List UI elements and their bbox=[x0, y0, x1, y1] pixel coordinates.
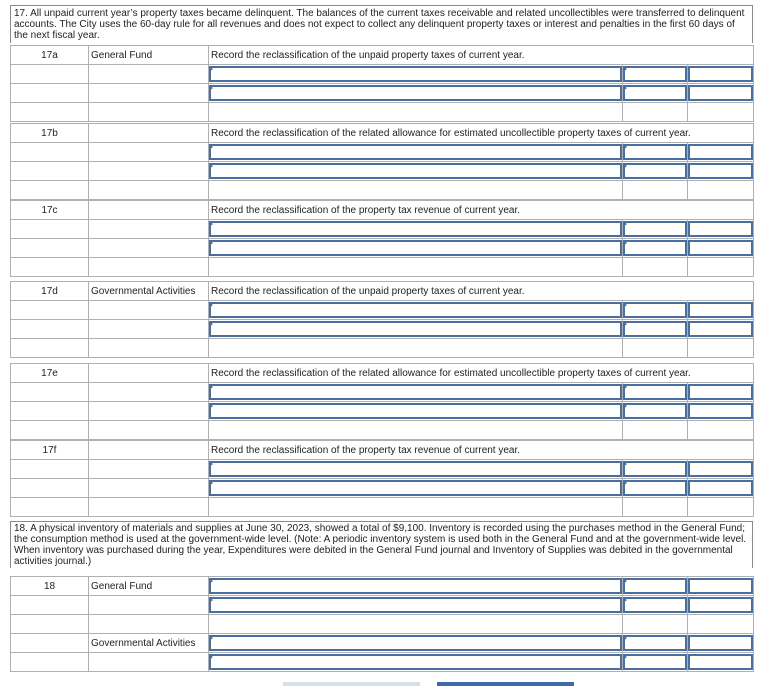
dropdown-arrow-icon[interactable] bbox=[209, 321, 213, 327]
journal-input-cell[interactable] bbox=[688, 460, 754, 479]
journal-input-field[interactable] bbox=[209, 597, 622, 613]
journal-input-field[interactable] bbox=[688, 403, 753, 419]
journal-entry-row bbox=[11, 220, 754, 239]
dropdown-arrow-icon[interactable] bbox=[209, 461, 213, 467]
journal-input-field[interactable] bbox=[623, 654, 687, 670]
journal-header-row bbox=[11, 201, 754, 220]
fund-label bbox=[89, 364, 209, 383]
journal-input-field[interactable] bbox=[209, 480, 622, 496]
journal-input-cell[interactable] bbox=[623, 460, 688, 479]
dropdown-arrow-icon[interactable] bbox=[623, 654, 627, 660]
fund-label: Governmental Activities bbox=[89, 634, 209, 653]
dropdown-arrow-icon[interactable] bbox=[209, 66, 213, 72]
entry-instruction: Record the reclassification of the unpaid property taxes of current year. bbox=[209, 282, 754, 301]
fund-label: General Fund bbox=[89, 46, 209, 65]
journal-input-field[interactable] bbox=[688, 635, 753, 651]
journal-input-field[interactable] bbox=[623, 144, 687, 160]
entry-number: 17b bbox=[11, 124, 89, 143]
entry-instruction: Record the reclassification of the unpaid property taxes of current year. bbox=[209, 46, 754, 65]
dropdown-arrow-icon[interactable] bbox=[623, 85, 627, 91]
journal-input-field[interactable] bbox=[209, 163, 622, 179]
journal-input-cell[interactable] bbox=[688, 653, 754, 672]
journal-input-field[interactable] bbox=[623, 66, 687, 82]
journal-input-cell[interactable] bbox=[688, 596, 754, 615]
journal-input-cell[interactable] bbox=[623, 653, 688, 672]
dropdown-arrow-icon[interactable] bbox=[209, 221, 213, 227]
journal-input-cell[interactable] bbox=[688, 383, 754, 402]
journal-input-cell[interactable] bbox=[623, 301, 688, 320]
journal-blank-row bbox=[11, 103, 754, 122]
journal-input-field[interactable] bbox=[209, 403, 622, 419]
journal-input-cell[interactable] bbox=[688, 301, 754, 320]
dropdown-arrow-icon[interactable] bbox=[623, 461, 627, 467]
journal-input-field[interactable] bbox=[688, 461, 753, 477]
journal-blank-row bbox=[11, 498, 754, 517]
journal-input-cell[interactable] bbox=[623, 479, 688, 498]
journal-input-cell[interactable] bbox=[209, 301, 623, 320]
journal-input-field[interactable] bbox=[688, 221, 753, 237]
journal-input-field[interactable] bbox=[209, 66, 622, 82]
problem-17-text: 17. All unpaid current year’s property taxes became delinquent. The balances of the current taxes receivable and related uncollectibles were transferred to delinquent accounts. The City uses the 60-day rule for all revenues and does not expect to collect any delinquent property taxes or interest and penalties in the first 60 days of the next fiscal year. bbox=[10, 5, 753, 43]
journal-entry-row bbox=[11, 239, 754, 258]
journal-input-field[interactable] bbox=[623, 321, 687, 337]
journal-input-cell[interactable] bbox=[688, 577, 754, 596]
journal-input-cell[interactable] bbox=[623, 162, 688, 181]
journal-input-field[interactable] bbox=[623, 302, 687, 318]
dropdown-arrow-icon[interactable] bbox=[623, 635, 627, 641]
journal-input-field[interactable] bbox=[209, 85, 622, 101]
journal-input-field[interactable] bbox=[688, 597, 753, 613]
journal-group-17b bbox=[10, 123, 754, 200]
journal-input-cell[interactable] bbox=[623, 596, 688, 615]
journal-input-field[interactable] bbox=[209, 302, 622, 318]
journal-blank-row bbox=[11, 615, 754, 634]
journal-input-field[interactable] bbox=[688, 85, 753, 101]
journal-header-row bbox=[11, 441, 754, 460]
journal-input-cell[interactable] bbox=[209, 162, 623, 181]
journal-input-field[interactable] bbox=[623, 85, 687, 101]
journal-input-field[interactable] bbox=[623, 597, 687, 613]
journal-group-17a bbox=[10, 45, 754, 122]
journal-entry-row bbox=[11, 65, 754, 84]
dropdown-arrow-icon[interactable] bbox=[623, 163, 627, 169]
journal-input-cell[interactable] bbox=[623, 320, 688, 339]
journal-entry-row bbox=[11, 84, 754, 103]
dropdown-arrow-icon[interactable] bbox=[209, 654, 213, 660]
journal-input-cell[interactable] bbox=[688, 239, 754, 258]
dropdown-arrow-icon[interactable] bbox=[209, 403, 213, 409]
journal-blank-row bbox=[11, 258, 754, 277]
journal-entry-row bbox=[11, 383, 754, 402]
journal-input-field[interactable] bbox=[209, 635, 622, 651]
journal-input-field[interactable] bbox=[209, 321, 622, 337]
journal-input-cell[interactable] bbox=[623, 65, 688, 84]
journal-input-cell[interactable] bbox=[688, 220, 754, 239]
journal-entry-row bbox=[11, 479, 754, 498]
journal-input-cell[interactable] bbox=[623, 220, 688, 239]
journal-input-field[interactable] bbox=[623, 221, 687, 237]
journal-group-18 bbox=[10, 576, 754, 672]
fund-label: Governmental Activities bbox=[89, 282, 209, 301]
journal-input-cell[interactable] bbox=[209, 239, 623, 258]
entry-number: 18 bbox=[11, 577, 89, 596]
dropdown-arrow-icon[interactable] bbox=[623, 240, 627, 246]
journal-input-cell[interactable] bbox=[688, 479, 754, 498]
journal-input-field[interactable] bbox=[623, 163, 687, 179]
journal-input-field[interactable] bbox=[209, 240, 622, 256]
journal-input-cell[interactable] bbox=[209, 383, 623, 402]
journal-input-field[interactable] bbox=[623, 403, 687, 419]
dropdown-arrow-icon[interactable] bbox=[623, 480, 627, 486]
journal-entry-row bbox=[11, 301, 754, 320]
journal-input-cell[interactable] bbox=[688, 84, 754, 103]
journal-input-cell[interactable] bbox=[209, 596, 623, 615]
journal-input-cell[interactable] bbox=[209, 460, 623, 479]
journal-header-row bbox=[11, 364, 754, 383]
journal-input-cell[interactable] bbox=[623, 634, 688, 653]
journal-entry-row bbox=[11, 460, 754, 479]
entry-number: 17d bbox=[11, 282, 89, 301]
dropdown-arrow-icon[interactable] bbox=[623, 144, 627, 150]
journal-input-cell[interactable] bbox=[209, 65, 623, 84]
journal-input-field[interactable] bbox=[688, 163, 753, 179]
journal-input-cell[interactable] bbox=[209, 320, 623, 339]
journal-input-cell[interactable] bbox=[209, 402, 623, 421]
dropdown-arrow-icon[interactable] bbox=[623, 384, 627, 390]
dropdown-arrow-icon[interactable] bbox=[209, 384, 213, 390]
dropdown-arrow-icon[interactable] bbox=[209, 240, 213, 246]
journal-input-cell[interactable] bbox=[623, 402, 688, 421]
fund-label: General Fund bbox=[89, 577, 209, 596]
journal-input-field[interactable] bbox=[623, 480, 687, 496]
journal-input-field[interactable] bbox=[688, 321, 753, 337]
dropdown-arrow-icon[interactable] bbox=[209, 85, 213, 91]
dropdown-arrow-icon[interactable] bbox=[623, 302, 627, 308]
journal-group-17d bbox=[10, 281, 754, 358]
entry-instruction: Record the reclassification of the property tax revenue of current year. bbox=[209, 201, 754, 220]
journal-input-field[interactable] bbox=[209, 654, 622, 670]
journal-input-field[interactable] bbox=[623, 384, 687, 400]
journal-input-field[interactable] bbox=[688, 144, 753, 160]
journal-input-field[interactable] bbox=[623, 240, 687, 256]
dropdown-arrow-icon[interactable] bbox=[209, 302, 213, 308]
journal-header-row bbox=[11, 282, 754, 301]
entry-number: 17f bbox=[11, 441, 89, 460]
journal-input-field[interactable] bbox=[209, 578, 622, 594]
dropdown-arrow-icon[interactable] bbox=[623, 66, 627, 72]
entry-instruction: Record the reclassification of the property tax revenue of current year. bbox=[209, 441, 754, 460]
journal-input-field[interactable] bbox=[688, 654, 753, 670]
journal-entry-row bbox=[11, 162, 754, 181]
journal-input-cell[interactable] bbox=[209, 84, 623, 103]
dropdown-arrow-icon[interactable] bbox=[209, 578, 213, 584]
journal-header-row bbox=[11, 124, 754, 143]
journal-blank-row bbox=[11, 339, 754, 358]
journal-blank-row bbox=[11, 181, 754, 200]
problem-18-text: 18. A physical inventory of materials and supplies at June 30, 2023, showed a total of $9,100. Inventory is recorded using the purchases method in the General Fund; the consumption method is used at the government-wide level. (Note: A periodic inventory system is used both in the General Fund and at the government-wide level. When inventory was purchased during the year, Expenditures were debited in the General Fund journal and Inventory of Supplies was debited in the governmental activities journal.) bbox=[10, 521, 753, 568]
journal-blank-row bbox=[11, 421, 754, 440]
entry-instruction: Record the reclassification of the related allowance for estimated uncollectible property taxes of current year. bbox=[209, 364, 754, 383]
dropdown-arrow-icon[interactable] bbox=[209, 480, 213, 486]
journal-input-cell[interactable] bbox=[623, 239, 688, 258]
entry-number: 17a bbox=[11, 46, 89, 65]
fund-label bbox=[89, 441, 209, 460]
journal-input-field[interactable] bbox=[688, 578, 753, 594]
journal-input-cell[interactable] bbox=[688, 634, 754, 653]
journal-input-cell[interactable] bbox=[623, 143, 688, 162]
dropdown-arrow-icon[interactable] bbox=[623, 321, 627, 327]
dropdown-arrow-icon[interactable] bbox=[623, 597, 627, 603]
journal-input-cell[interactable] bbox=[209, 220, 623, 239]
journal-entry-row bbox=[11, 596, 754, 615]
journal-entry-row bbox=[11, 402, 754, 421]
journal-input-cell[interactable] bbox=[688, 162, 754, 181]
scroll-thumb-dark[interactable] bbox=[437, 682, 574, 686]
journal-input-cell[interactable] bbox=[688, 402, 754, 421]
scroll-thumb-light[interactable] bbox=[283, 682, 420, 686]
journal-group-17c bbox=[10, 200, 754, 277]
dropdown-arrow-icon[interactable] bbox=[623, 221, 627, 227]
journal-input-field[interactable] bbox=[209, 144, 622, 160]
journal-input-cell[interactable] bbox=[209, 479, 623, 498]
journal-entry-row bbox=[11, 143, 754, 162]
journal-input-cell[interactable] bbox=[688, 320, 754, 339]
dropdown-arrow-icon[interactable] bbox=[623, 403, 627, 409]
journal-input-field[interactable] bbox=[623, 635, 687, 651]
journal-input-cell[interactable] bbox=[688, 65, 754, 84]
journal-input-cell[interactable] bbox=[623, 84, 688, 103]
dropdown-arrow-icon[interactable] bbox=[209, 163, 213, 169]
journal-entry-row bbox=[11, 577, 754, 596]
journal-input-cell[interactable] bbox=[688, 143, 754, 162]
dropdown-arrow-icon[interactable] bbox=[209, 635, 213, 641]
journal-input-cell[interactable] bbox=[209, 577, 623, 596]
dropdown-arrow-icon[interactable] bbox=[209, 144, 213, 150]
journal-group-17f bbox=[10, 440, 754, 517]
journal-entry-row bbox=[11, 320, 754, 339]
journal-group-17e bbox=[10, 363, 754, 440]
journal-input-cell[interactable] bbox=[209, 653, 623, 672]
journal-header-row bbox=[11, 46, 754, 65]
journal-input-cell[interactable] bbox=[209, 634, 623, 653]
journal-input-cell[interactable] bbox=[623, 383, 688, 402]
journal-input-field[interactable] bbox=[623, 578, 687, 594]
entry-number: 17c bbox=[11, 201, 89, 220]
journal-input-field[interactable] bbox=[623, 461, 687, 477]
journal-input-field[interactable] bbox=[209, 221, 622, 237]
journal-input-field[interactable] bbox=[688, 240, 753, 256]
journal-input-cell[interactable] bbox=[623, 577, 688, 596]
journal-input-field[interactable] bbox=[688, 384, 753, 400]
journal-entry-row bbox=[11, 653, 754, 672]
journal-input-field[interactable] bbox=[688, 302, 753, 318]
dropdown-arrow-icon[interactable] bbox=[209, 597, 213, 603]
journal-input-cell[interactable] bbox=[209, 143, 623, 162]
journal-input-field[interactable] bbox=[688, 480, 753, 496]
entry-instruction: Record the reclassification of the related allowance for estimated uncollectible property taxes of current year. bbox=[209, 124, 754, 143]
journal-input-field[interactable] bbox=[209, 461, 622, 477]
fund-label bbox=[89, 201, 209, 220]
fund-label bbox=[89, 124, 209, 143]
journal-entry-row bbox=[11, 634, 754, 653]
journal-input-field[interactable] bbox=[688, 66, 753, 82]
entry-number: 17e bbox=[11, 364, 89, 383]
dropdown-arrow-icon[interactable] bbox=[623, 578, 627, 584]
journal-input-field[interactable] bbox=[209, 384, 622, 400]
